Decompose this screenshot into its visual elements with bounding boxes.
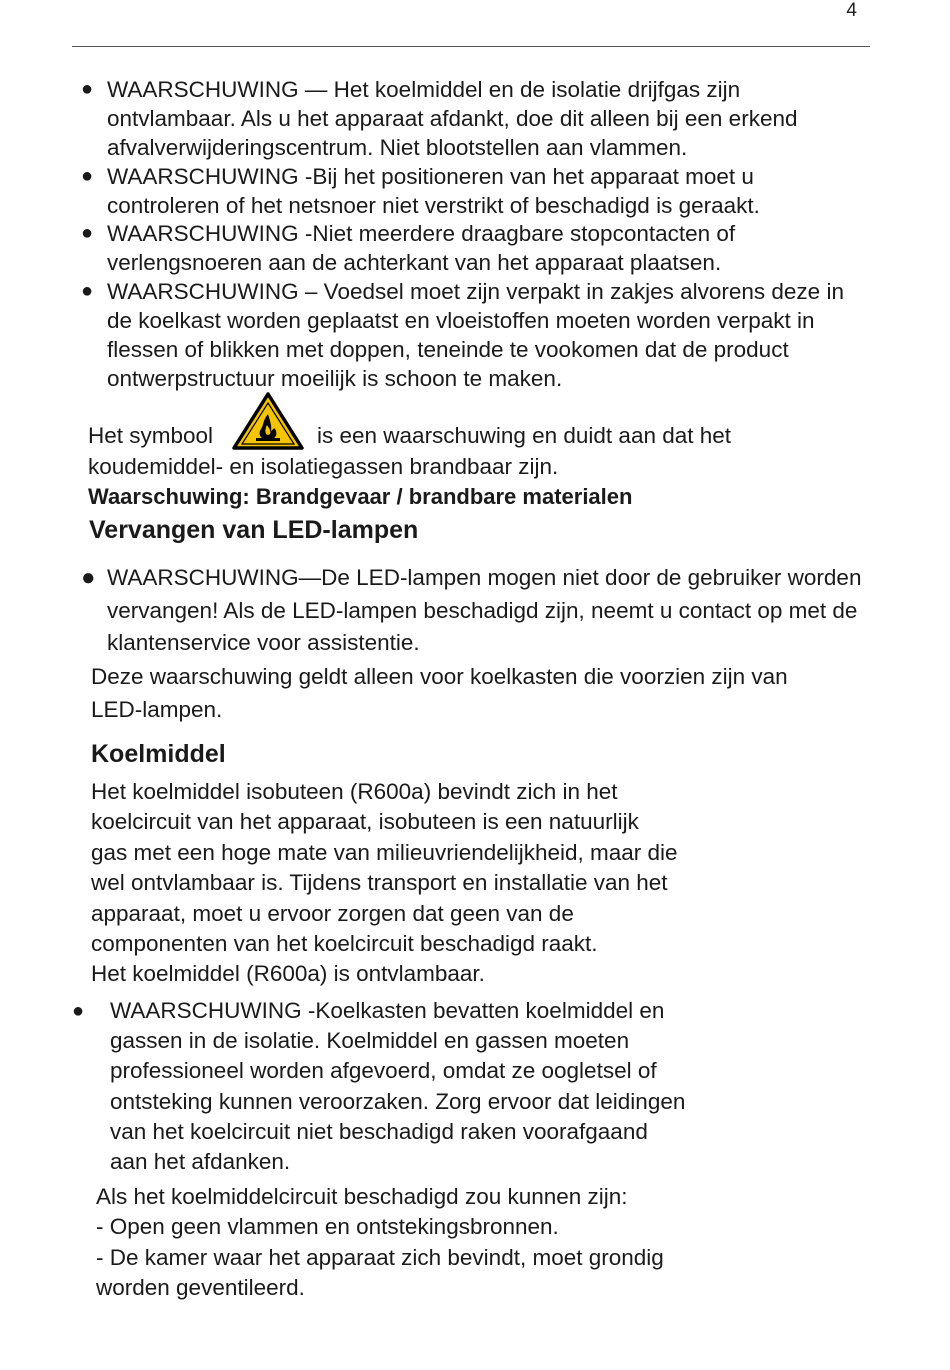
bullet-line: van het koelcircuit niet beschadigd raken voorafgaand <box>110 1118 648 1144</box>
paragraph-line: koelcircuit van het apparaat, isobuteen is een natuurlijk <box>91 809 639 835</box>
paragraph-line: wel ontvlambaar is. Tijdens transport en installatie van het <box>91 870 668 896</box>
warning-bullet-flammable-refrigerant <box>81 75 867 162</box>
paragraph-line: apparaat, moet u ervoor zorgen dat geen van de <box>91 900 574 926</box>
instruction-line: - De kamer waar het apparaat zich bevindt, moet grondig <box>96 1244 664 1270</box>
paragraph-line: Het koelmiddel (R600a) is ontvlambaar. <box>91 961 485 987</box>
symbol-text-line2: koudemiddel- en isolatiegassen brandbaar zijn. <box>88 454 559 479</box>
page-number: 4 <box>846 0 857 21</box>
koelmiddel-paragraph <box>91 777 791 990</box>
fire-hazard-warning: Waarschuwing: Brandgevaar / brandbare materialen <box>88 484 633 509</box>
bullet-dot: ● <box>72 1000 85 1022</box>
warning-bullet-power-strips <box>81 219 867 277</box>
led-note: Deze waarschuwing geldt alleen voor koelkasten die voorzien zijn van LED-lampen. <box>91 664 788 722</box>
instruction-line: Als het koelmiddelcircuit beschadigd zou kunnen zijn: <box>96 1184 628 1209</box>
paragraph-line: gas met een hoge mate van milieuvriendelijkheid, maar die <box>91 839 678 865</box>
warning-bullet-refrigerant-disposal <box>72 996 810 1177</box>
bullet-line: aan het afdanken. <box>110 1149 291 1175</box>
bullet-line: gassen in de isolatie. Koelmiddel en gassen moeten <box>110 1028 630 1054</box>
bullet-line: ontsteking kunnen veroorzaken. Zorg ervoor dat leidingen <box>110 1088 686 1114</box>
led-section-heading: Vervangen van LED-lampen <box>89 516 419 544</box>
header-divider <box>72 46 870 47</box>
symbol-explanation <box>88 421 732 451</box>
bullet-text: WAARSCHUWING—De LED-lampen mogen niet door de gebruiker worden vervangen! Als de LED-lampen beschadigd zijn, neemt u contact op met de klantenservice voor assistentie. <box>107 565 862 655</box>
bullet-dot: ● <box>81 280 94 302</box>
bullet-text: WAARSCHUWING — Het koelmiddel en de isolatie drijfgas zijn ontvlambaar. Als u het apparaat afdankt, doe dit alleen bij een erkend afvalverwijderingscentrum. Niet blootstellen aan vlammen. <box>107 77 798 160</box>
paragraph-line: componenten van het koelcircuit beschadigd raakt. <box>91 931 598 957</box>
bullet-dot: ● <box>81 165 94 187</box>
symbol-text-before: Het symbool <box>88 423 214 448</box>
instruction-line: worden geventileerd. <box>96 1275 305 1301</box>
bullet-dot: ● <box>81 78 94 100</box>
bullet-text: WAARSCHUWING – Voedsel moet zijn verpakt in zakjes alvorens deze in de koelkast worden geplaatst en vloeistoffen moeten worden verpakt in flessen of blikken met doppen, teneinde te vookomen dat de product ontwerpstructuur moeilijk is schoon te maken. <box>107 279 844 391</box>
bullet-line: WAARSCHUWING -Koelkasten bevatten koelmiddel en <box>110 998 665 1023</box>
paragraph-line: Het koelmiddel isobuteen (R600a) bevindt zich in het <box>91 779 618 804</box>
circuit-damage-instructions <box>96 1182 796 1304</box>
instruction-line: - Open geen vlammen en ontstekingsbronnen. <box>96 1214 559 1240</box>
warning-bullet-led <box>81 562 867 660</box>
bullet-dot: ● <box>81 222 94 244</box>
warning-bullet-power-cord <box>81 162 867 220</box>
bullet-line: professioneel worden afgevoerd, omdat ze oogletsel of <box>110 1058 657 1084</box>
bullet-dot: ● <box>81 564 96 591</box>
symbol-text-after: is een waarschuwing en duidt aan dat het <box>317 423 732 448</box>
flammable-warning-icon <box>231 391 305 451</box>
warning-bullet-food-packaging <box>81 277 867 393</box>
koelmiddel-section-heading: Koelmiddel <box>91 740 226 768</box>
bullet-text: WAARSCHUWING -Niet meerdere draagbare stopcontacten of verlengsnoeren aan de achterkant van het apparaat plaatsen. <box>107 221 736 275</box>
bullet-text: WAARSCHUWING -Bij het positioneren van het apparaat moet u controleren of het netsnoer niet verstrikt of beschadigd is geraakt. <box>107 164 760 218</box>
